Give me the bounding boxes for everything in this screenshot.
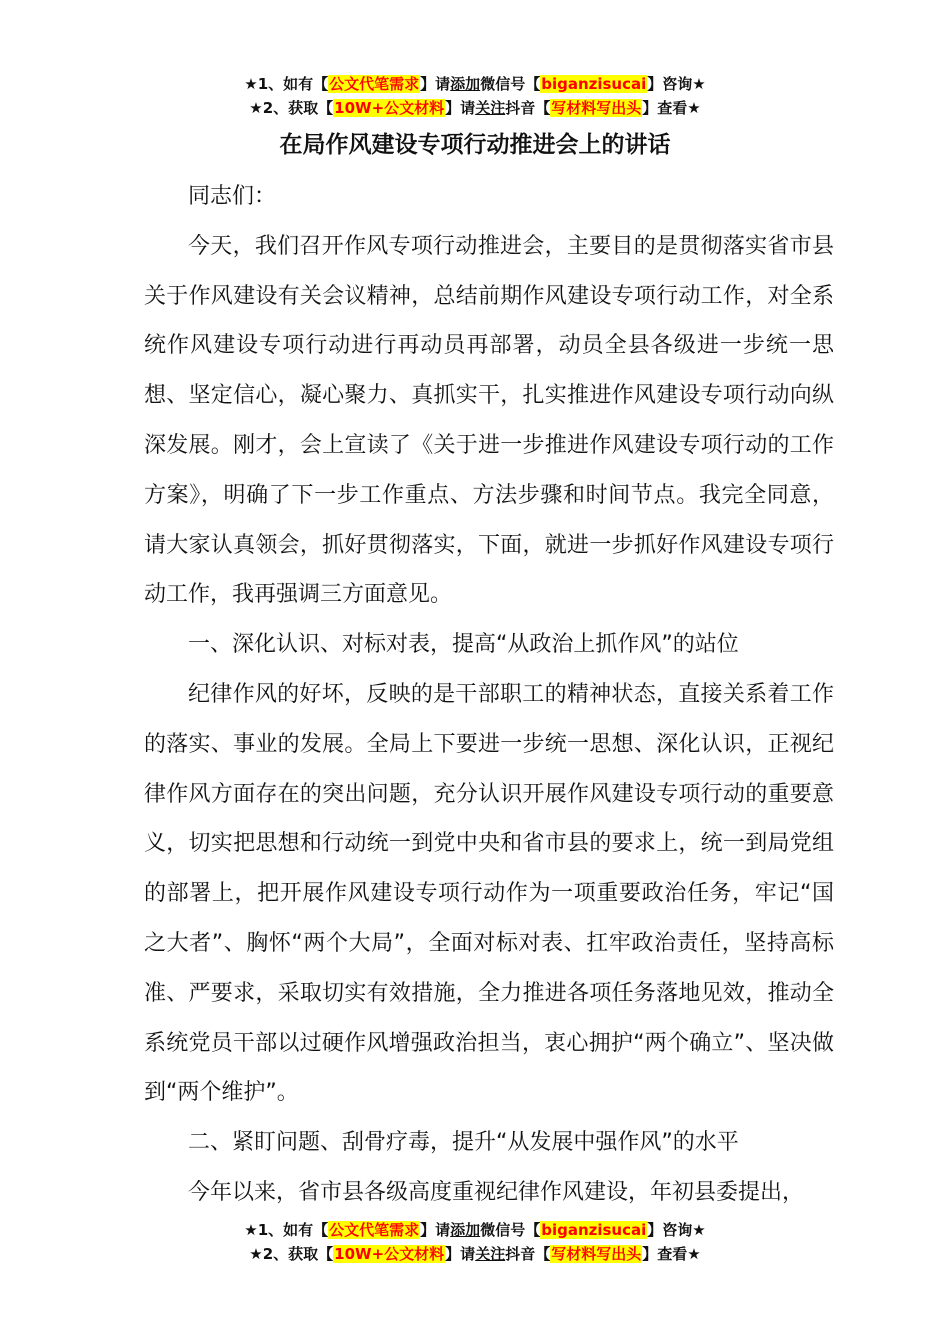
document-title: 在局作风建设专项行动推进会上的讲话	[279, 132, 671, 158]
paragraph: 今天，我们召开作风专项行动推进会，主要目的是贯彻落实省市县关于作风建设有关会议精神，总结前期作风建设专项行动工作，对全系统作风建设专项行动进行再动员再部署，动员全县各级进一步统一思想、坚定信心，凝心聚力、真抓实干，扎实推进作风建设专项行动向纵深发展。刚才，会上宣读了《关于进一步推进作风建设专项行动的工作方案》，明确了下一步工作重点、方法步骤和时间节点。我完全同意，请大家认真领会，抓好贯彻落实，下面，就进一步抓好作风建设专项行动工作，我再强调三方面意见。	[144, 233, 834, 608]
promo-line-2: ★2、获取【10W+公文材料】请关注抖音【写材料写出头】查看★	[249, 1245, 701, 1263]
star-icon: ★	[244, 75, 258, 93]
star-icon: ★	[692, 75, 706, 93]
promo-header	[0, 72, 950, 120]
star-icon: ★	[687, 99, 701, 117]
star-icon: ★	[244, 1221, 258, 1239]
greeting: 同志们：	[188, 184, 277, 209]
paragraph: 今年以来，省市县各级高度重视纪律作风建设，年初县委提出，	[188, 1179, 805, 1205]
promo-line-1: ★1、如有【公文代笔需求】请添加微信号【biganzisucai】咨询★	[244, 1221, 706, 1239]
star-icon: ★	[249, 1245, 263, 1263]
document-body	[144, 172, 834, 1218]
highlight-service: 公文代笔需求	[329, 1221, 420, 1239]
star-icon: ★	[249, 99, 263, 117]
highlight-service: 公文代笔需求	[329, 75, 420, 93]
section-heading: 一、深化认识、对标对表，提高“从政治上抓作风”的站位	[188, 632, 739, 658]
star-icon: ★	[687, 1245, 701, 1263]
promo-footer	[0, 1218, 950, 1266]
promo-line-2: ★2、获取【10W+公文材料】请关注抖音【写材料写出头】查看★	[249, 99, 701, 117]
highlight-materials: 10W+公文材料	[334, 1245, 445, 1263]
section-heading: 二、紧盯问题、刮骨疗毒，提升“从发展中强作风”的水平	[188, 1130, 739, 1156]
highlight-wechat-id: biganzisucai	[541, 1221, 647, 1239]
highlight-materials: 10W+公文材料	[334, 99, 445, 117]
star-icon: ★	[692, 1221, 706, 1239]
highlight-wechat-id: biganzisucai	[541, 75, 647, 93]
paragraph: 纪律作风的好坏，反映的是干部职工的精神状态，直接关系着工作的落实、事业的发展。全局上下要进一步统一思想、深化认识，正视纪律作风方面存在的突出问题，充分认识开展作风建设专项行动的重要意义，切实把思想和行动统一到党中央和省市县的要求上，统一到局党组的部署上，把开展作风建设专项行动作为一项重要政治任务，牢记“国之大者”、胸怀“两个大局”，全面对标对表、扛牢政治责任，坚持高标准、严要求，采取切实有效措施，全力推进各项任务落地见效，推动全系统党员干部以过硬作风增强政治担当，衷心拥护“两个确立”、坚决做到“两个维护”。	[144, 681, 834, 1106]
promo-line-1: ★1、如有【公文代笔需求】请添加微信号【biganzisucai】咨询★	[244, 75, 706, 93]
highlight-douyin: 写材料写出头	[551, 1245, 642, 1263]
highlight-douyin: 写材料写出头	[551, 99, 642, 117]
